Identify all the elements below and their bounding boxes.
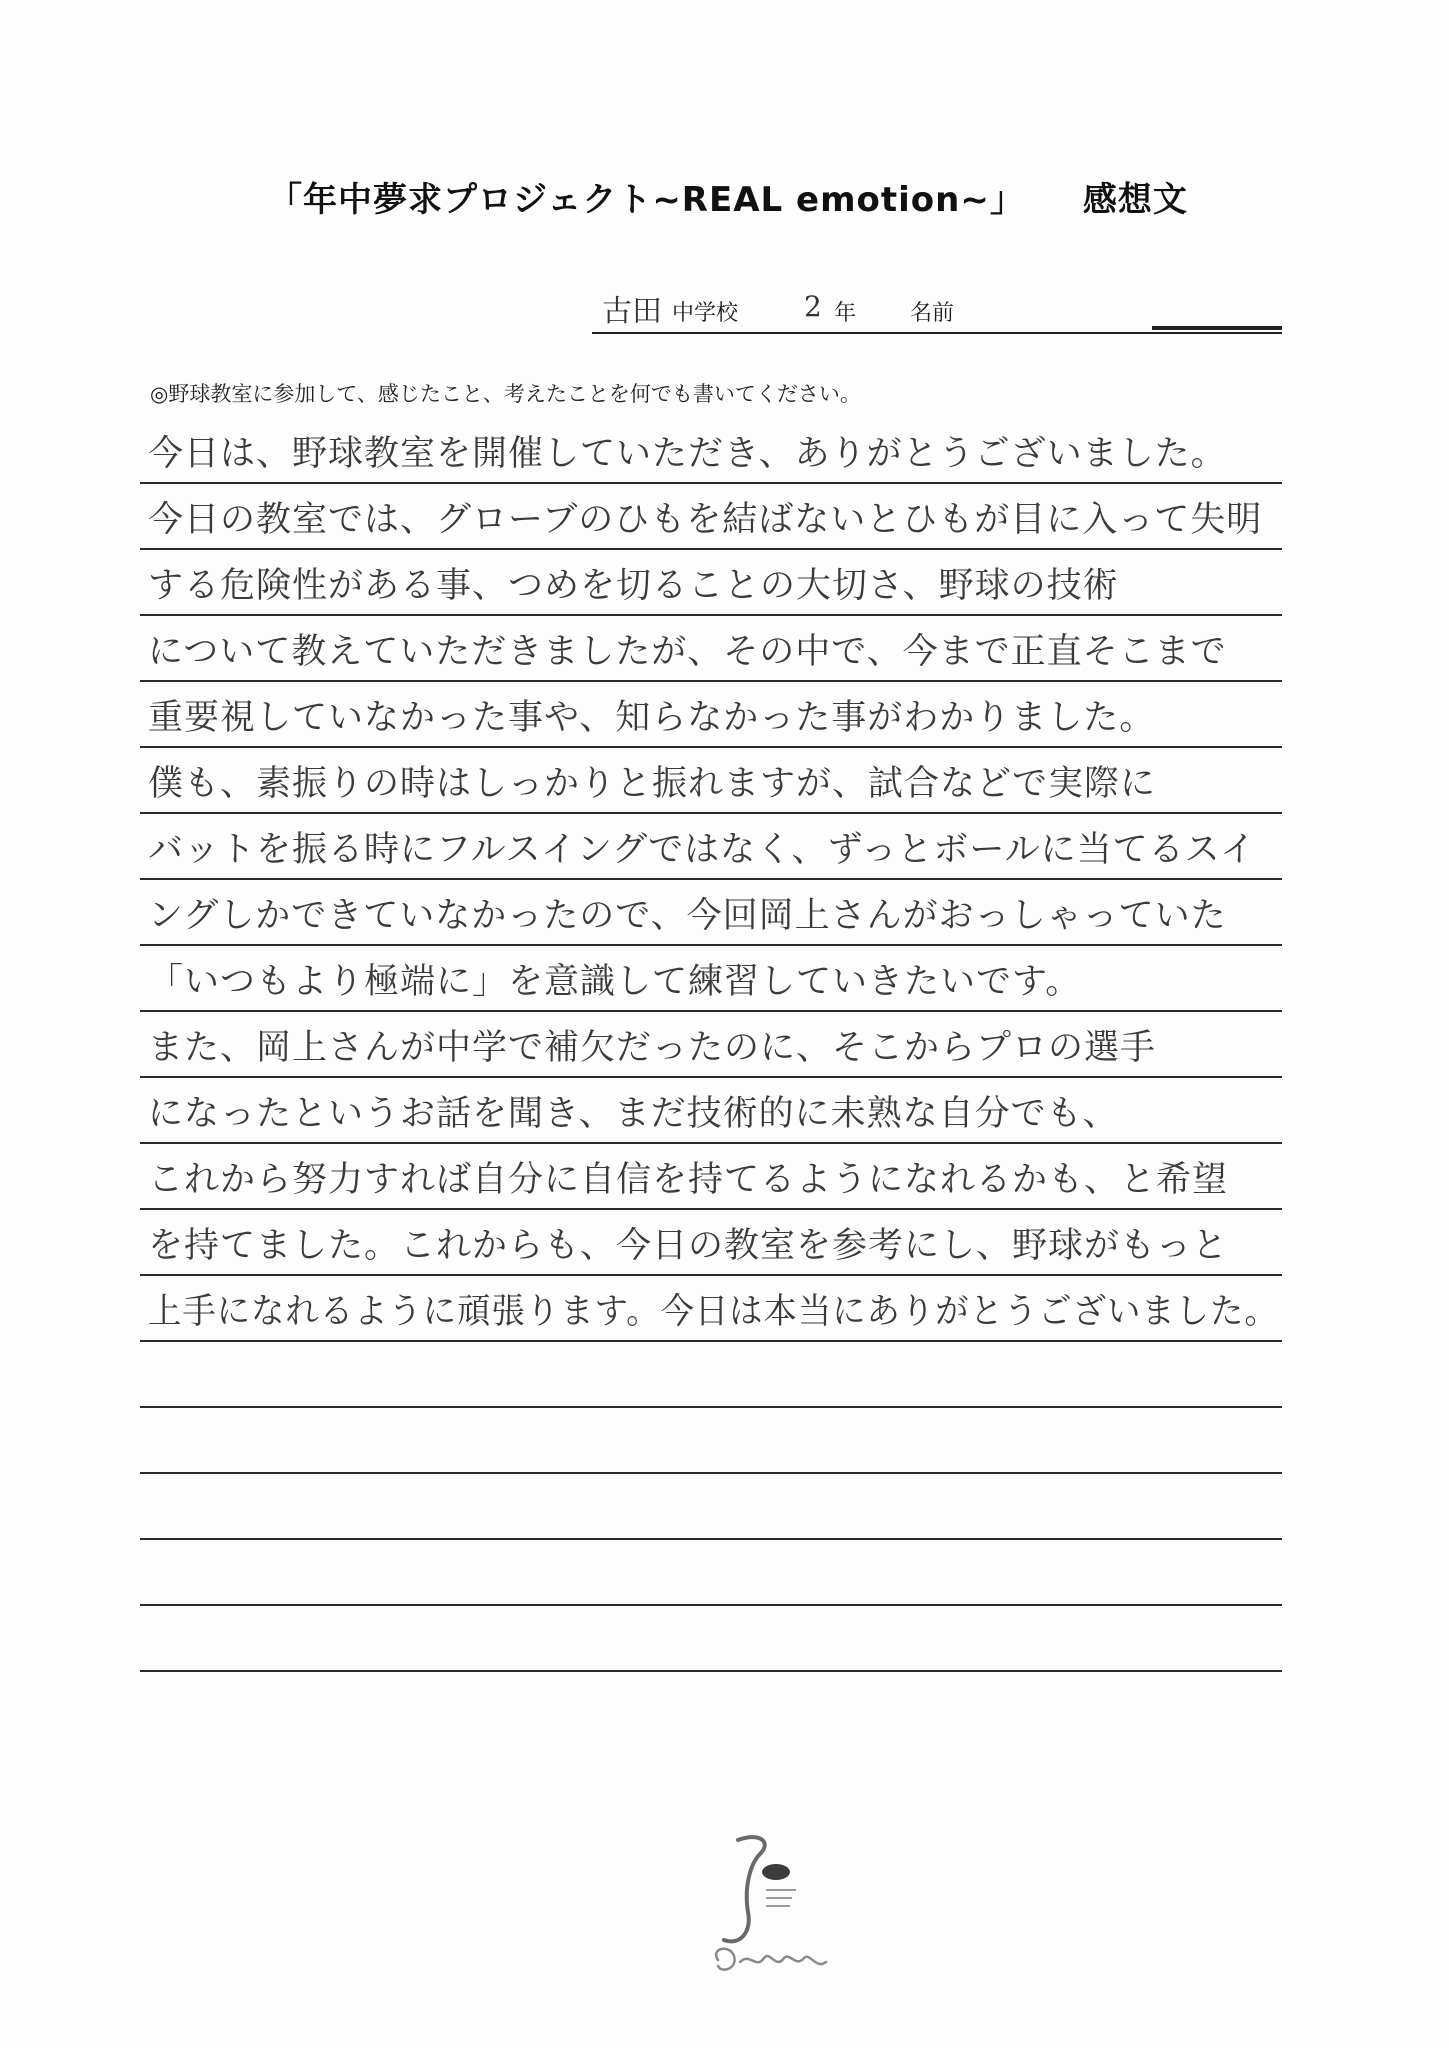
essay-line — [140, 682, 1282, 748]
essay-line-text: 今日の教室では、グローブのひもを結ばないとひもが目に入って失明 — [148, 500, 1263, 540]
essay-line-text: について教えていただきましたが、その中で、今まで正直そこまで — [148, 632, 1227, 672]
grade-handwritten: 2 — [804, 290, 822, 323]
essay-line-text: また、岡上さんが中学で補欠だったのに、そこからプロの選手 — [148, 1028, 1157, 1068]
essay-line-text: 上手になれるように頑張ります。今日は本当にありがとうございました。 — [148, 1292, 1279, 1332]
essay-line — [140, 1144, 1282, 1210]
essay-line — [140, 1474, 1282, 1540]
essay-line — [140, 1408, 1282, 1474]
essay-line — [140, 1078, 1282, 1144]
school-label: 中学校 — [672, 301, 739, 326]
essay-line-text: 僕も、素振りの時はしっかりと振れますが、試合などで実際に — [148, 764, 1157, 804]
essay-line-text: 重要視していなかった事や、知らなかった事がわかりました。 — [148, 698, 1156, 738]
essay-line — [140, 946, 1282, 1012]
essay-line-text: ングしかできていなかったので、今回岡上さんがおっしゃっていた — [148, 896, 1227, 936]
essay-line-text: 「いつもより極端に」を意識して練習していきたいです。 — [148, 962, 1082, 1002]
essay-line — [140, 1606, 1282, 1672]
essay-prompt: ◎野球教室に参加して、感じたこと、考えたことを何でも書いてください。 — [150, 382, 861, 406]
essay-line — [140, 1210, 1282, 1276]
essay-line — [140, 616, 1282, 682]
title-main: 「年中夢求プロジェクト~REAL emotion~」 — [268, 180, 1025, 220]
essay-lines — [140, 418, 1282, 1672]
essay-line-text: になったというお話を聞き、まだ技術的に未熟な自分でも、 — [148, 1094, 1119, 1134]
title-suffix: 感想文 — [1082, 180, 1188, 220]
essay-line-text: これから努力すれば自分に自信を持てるようになれるかも、と希望 — [148, 1160, 1229, 1200]
page-title — [268, 172, 1208, 221]
essay-line — [140, 484, 1282, 550]
school-name-handwritten: 古田 — [602, 294, 662, 329]
essay-line — [140, 748, 1282, 814]
essay-line-text: する危険性がある事、つめを切ることの大切さ、野球の技術 — [148, 566, 1119, 606]
essay-line — [140, 1276, 1282, 1342]
essay-line-text: バットを振る時にフルスイングではなく、ずっとボールに当てるスイ — [148, 830, 1256, 870]
essay-line — [140, 1540, 1282, 1606]
name-label: 名前 — [910, 301, 955, 326]
essay-line — [140, 1342, 1282, 1408]
student-info-row — [592, 290, 1282, 334]
essay-line-text: 今日は、野球教室を開催していただき、ありがとうございました。 — [148, 434, 1227, 474]
logo-seal-icon — [700, 1828, 840, 1978]
essay-line — [140, 550, 1282, 616]
essay-line — [140, 880, 1282, 946]
essay-line — [140, 814, 1282, 880]
name-underline — [1152, 326, 1282, 330]
essay-line — [140, 418, 1282, 484]
grade-label: 年 — [834, 301, 857, 326]
essay-line-text: を持てました。これからも、今日の教室を参考にし、野球がもっと — [148, 1226, 1229, 1266]
essay-line — [140, 1012, 1282, 1078]
